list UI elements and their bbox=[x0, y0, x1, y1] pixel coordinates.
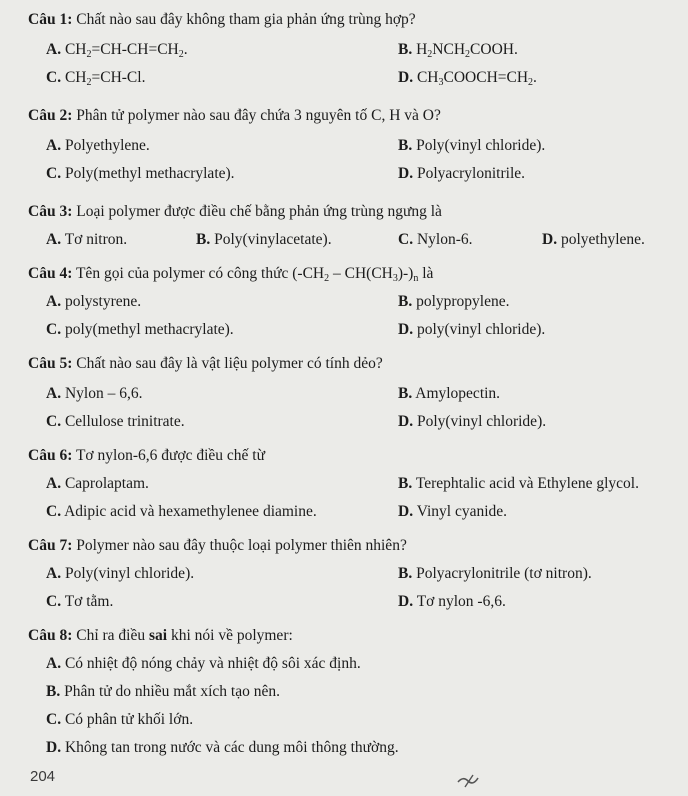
question-5-stem: Câu 5: Chất nào sau đây là vật liệu polymer có tính dẻo? bbox=[28, 355, 383, 372]
question-4-stem: Câu 4: Tên gọi của polymer có công thức $(-CH_2 - CH(CH_3)-)_n$ là bbox=[28, 265, 434, 284]
option-a: A. Nylon – 6,6. bbox=[46, 385, 143, 402]
option-c: C. Tơ tằm. bbox=[46, 593, 114, 610]
option-d: D. $CH_3COOCH=CH_2$. bbox=[398, 69, 537, 88]
option-a: A. Polyethylene. bbox=[46, 137, 150, 154]
question-4 bbox=[28, 264, 668, 284]
option-c: C. Nylon-6. bbox=[398, 231, 473, 248]
option-c: C. Cellulose trinitrate. bbox=[46, 413, 185, 430]
question-text: Chất nào sau đây không tham gia phản ứng trùng hợp? bbox=[76, 11, 416, 28]
question-1-stem bbox=[28, 10, 668, 30]
option-c: C. Adipic acid và hexamethylenee diamine. bbox=[46, 503, 317, 520]
option-d: D. Vinyl cyanide. bbox=[398, 503, 508, 520]
question-3-stem: Câu 3: Loại polymer được điều chế bằng phản ứng trùng ngưng là bbox=[28, 203, 442, 220]
option-d: D. poly(vinyl chloride). bbox=[398, 321, 546, 338]
question-7 bbox=[28, 536, 668, 556]
option-b: B. Amylopectin. bbox=[398, 385, 501, 402]
page-number: 204 bbox=[30, 768, 56, 785]
option-d: D. Tơ nylon -6,6. bbox=[398, 593, 506, 610]
question-3 bbox=[28, 202, 668, 222]
option-a: A. Caprolaptam. bbox=[46, 475, 149, 492]
option-c: C. poly(methyl methacrylate). bbox=[46, 321, 234, 338]
question-7-stem: Câu 7: Polymer nào sau đây thuộc loại polymer thiên nhiên? bbox=[28, 537, 407, 554]
question-2 bbox=[28, 106, 668, 126]
option-b: B. Polyacrylonitrile (tơ nitron). bbox=[398, 565, 592, 582]
option-d: D. Poly(vinyl chloride). bbox=[398, 413, 547, 430]
option-c: C. $CH_2=CH-Cl$. bbox=[46, 69, 146, 88]
option-a: A. polystyrene. bbox=[46, 293, 142, 310]
option-a: A. Poly(vinyl chloride). bbox=[46, 565, 195, 582]
question-8 bbox=[28, 626, 668, 646]
option-b: B. polypropylene. bbox=[398, 293, 510, 310]
question-2-stem: Câu 2: Phân tử polymer nào sau đây chứa 3 nguyên tố C, H và O? bbox=[28, 107, 441, 124]
option-a: A. $CH_2=CH-CH=CH_2$. bbox=[46, 41, 188, 60]
option-b: B. $H_2NCH_2COOH$. bbox=[398, 41, 518, 60]
document-page: Câu 1: Chất nào sau đây không tham gia phản ứng trùng hợp? A. $CH_2=CH-CH=CH_2$. B. $H_2NCH_2COOH$. C. $CH_2=CH-Cl$. D. $CH_3COOCH=CH_2$. Câu 2: Phân tử polymer nào sau đây chứa 3 nguyên tố C, H và O? A. Polyethylene. B. Poly(vinyl chloride). C. Poly(methyl methacrylate). D. Polyacrylonitrile. Câu 3: Loại polymer được điều chế bằng phản ứng trùng ngưng là A. Tơ nitron. B. Poly(vinylacetate). C. Nylon-6. D. polyethylene. Câu 4: Tên gọi của polymer có công thức $(-CH_2 - CH(CH_3)-)_n$ là A. polystyrene. B. polypropylene. C. poly(methyl methacrylate). D. poly(vinyl chloride). Câu 5: Chất nào sau đây là vật liệu polymer có tính dẻo? A. Nylon – 6,6. B. Amylopectin. C. Cellulose trinitrate. D. Poly(vinyl chloride). Câu 6: Tơ nylon-6,6 được điều chế từ A. Caprolaptam. B. Terephtalic acid và Ethylene glycol. C. Adipic acid và hexamethylenee diamine. D. Vinyl cyanide. Câu 7: Polymer nào sau đây thuộc loại polymer thiên nhiên? A. Poly(vinyl chloride). B. Polyacrylonitrile (tơ nitron). C. Tơ tằm. D. Tơ nylon -6,6. Câu 8: Chỉ ra điều sai khi nói về polymer: A. Có nhiệt độ nóng chảy và nhiệt độ sôi xác định. B. Phân tử do nhiều mắt xích tạo nên. C. Có phân tử khối lớn. D. Không tan trong nước và các dung môi thông thường. 204 bbox=[0, 0, 688, 796]
option-a: A. Tơ nitron. bbox=[46, 231, 128, 248]
question-6 bbox=[28, 446, 668, 466]
question-5 bbox=[28, 354, 668, 374]
page-corner-mark-icon bbox=[455, 772, 481, 790]
option-b: B. Terephtalic acid và Ethylene glycol. bbox=[398, 475, 639, 492]
question-8-stem: Câu 8: Chỉ ra điều sai khi nói về polymer: bbox=[28, 627, 293, 644]
question-6-stem: Câu 6: Tơ nylon-6,6 được điều chế từ bbox=[28, 447, 265, 464]
question-1 bbox=[28, 10, 668, 30]
option-d: D. Polyacrylonitrile. bbox=[398, 165, 525, 182]
option-b: B. Poly(vinylacetate). bbox=[196, 231, 332, 248]
option-d: D. polyethylene. bbox=[542, 231, 645, 248]
question-label: Câu 1: bbox=[28, 11, 73, 28]
option-c: C. Poly(methyl methacrylate). bbox=[46, 165, 235, 182]
option-b: B. Poly(vinyl chloride). bbox=[398, 137, 546, 154]
